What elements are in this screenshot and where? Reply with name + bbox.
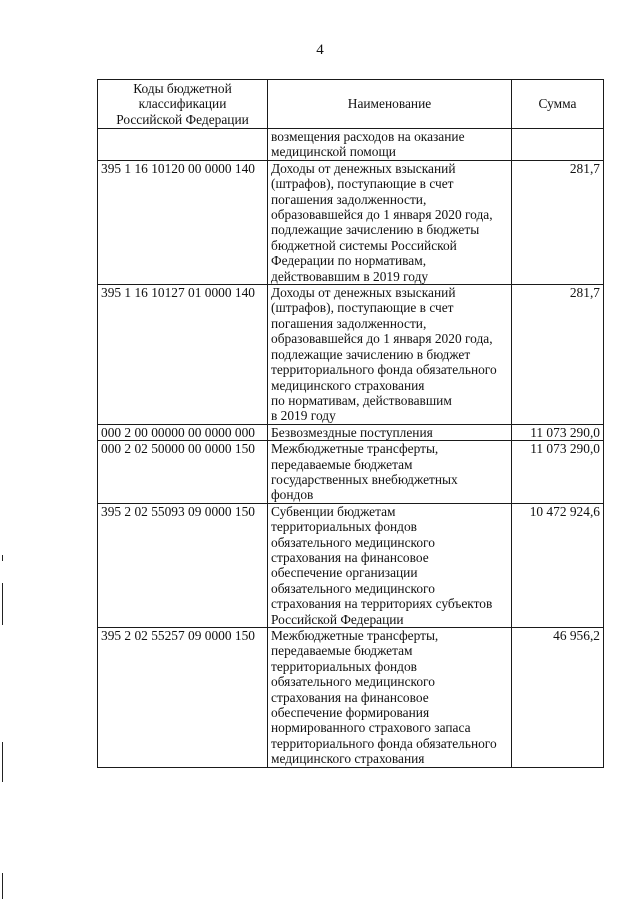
page-number: 4	[316, 42, 324, 58]
code-cell: 395 1 16 10120 00 0000 140	[98, 160, 268, 284]
sum-cell: 11 073 290,0	[512, 424, 604, 440]
table-row	[98, 503, 604, 627]
table-row	[98, 160, 604, 284]
name-cell: Межбюджетные трансферты, передаваемые бюджетам территориальных фондов обязательного медицинского страхования на финансовое обеспечение формирования нормированного страхового запаса территориального фонда обязательного медицинского страхования	[268, 628, 512, 768]
scan-margin-mark	[2, 583, 3, 625]
header-sum: Сумма	[512, 80, 604, 129]
name-cell: возмещения расходов на оказание медицинской помощи	[268, 129, 512, 161]
name-cell: Доходы от денежных взысканий (штрафов), поступающие в счет погашения задолженности, образовавшейся до 1 января 2020 года, подлежащие зачислению в бюджет территориального фонда обязательного медицинского страхования по нормативам, действовавшим в 2019 году	[268, 285, 512, 425]
name-cell: Межбюджетные трансферты, передаваемые бюджетам государственных внебюджетных фондов	[268, 441, 512, 504]
table-row	[98, 285, 604, 425]
code-cell: 000 2 02 50000 00 0000 150	[98, 441, 268, 504]
sum-cell: 10 472 924,6	[512, 503, 604, 627]
code-cell	[98, 129, 268, 161]
scan-margin-mark	[2, 555, 3, 561]
name-cell: Доходы от денежных взысканий (штрафов), поступающие в счет погашения задолженности, образовавшейся до 1 января 2020 года, подлежащие зачислению в бюджеты бюджетной системы Российской Федерации по нормативам, действовавшим в 2019 году	[268, 160, 512, 284]
budget-classification-table	[97, 79, 604, 768]
scan-margin-mark	[2, 742, 3, 782]
sum-cell: 11 073 290,0	[512, 441, 604, 504]
scan-margin-mark	[2, 873, 3, 899]
name-cell: Субвенции бюджетам территориальных фондов обязательного медицинского страхования на финансовое обеспечение организации обязательного медицинского страхования на территориях субъектов Российской Федерации	[268, 503, 512, 627]
code-cell: 395 1 16 10127 01 0000 140	[98, 285, 268, 425]
sum-cell: 46 956,2	[512, 628, 604, 768]
header-code: Коды бюджетной классификации Российской Федерации	[98, 80, 268, 129]
code-cell: 395 2 02 55093 09 0000 150	[98, 503, 268, 627]
table-row	[98, 441, 604, 504]
table-row	[98, 628, 604, 768]
table-row	[98, 129, 604, 161]
sum-cell: 281,7	[512, 160, 604, 284]
sum-cell: 281,7	[512, 285, 604, 425]
sum-cell	[512, 129, 604, 161]
table-header-row	[98, 80, 604, 129]
header-name: Наименование	[268, 80, 512, 129]
code-cell: 000 2 00 00000 00 0000 000	[98, 424, 268, 440]
name-cell: Безвозмездные поступления	[268, 424, 512, 440]
table-row	[98, 424, 604, 440]
code-cell: 395 2 02 55257 09 0000 150	[98, 628, 268, 768]
